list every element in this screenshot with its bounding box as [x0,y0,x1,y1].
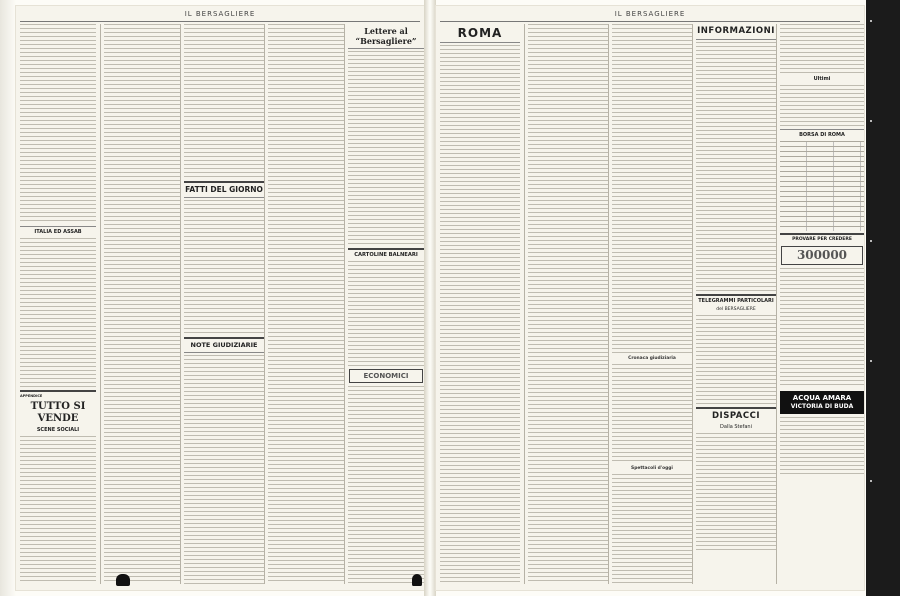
rule [20,390,96,392]
acqua-ad-line-2: VICTORIA DI BUDA [790,403,854,410]
prestito-label: PROVARE PER CREDERE [792,237,852,242]
text-block [20,436,96,584]
rule [184,352,264,353]
right-page [436,6,864,590]
rule [184,337,264,339]
text-block [528,24,608,584]
text-block [440,45,520,584]
text-block [184,355,264,584]
right-col-4 [692,24,776,584]
acqua-ad-line-1: ACQUA AMARA [792,394,852,402]
rule [696,407,776,409]
section-title-informazioni: INFORMAZIONI [697,26,775,36]
rule [780,233,864,235]
text-block [184,200,264,335]
telegrammi-subtitle: del BERSAGLIERE [716,307,756,312]
feuilleton-subtitle: SCENE SOCIALI [36,427,80,433]
text-block [612,364,692,464]
scan-mark [870,480,872,482]
section-title-dispacci: DISPACCI [711,411,760,421]
letter-title: Lettere al “Bersagliere” [355,26,417,46]
section-title-telegrammi: TELEGRAMMI PARTICOLARI [698,298,774,304]
text-block [612,474,692,584]
feuilleton-label: APPENDICE [20,394,43,398]
text-block [348,51,424,246]
left-col-4 [264,24,344,584]
rule [780,129,864,130]
rule [348,248,424,250]
scan-left-edge [0,0,16,596]
section-title-cronaca-giudiziaria: Cronaca giudiziaria [628,356,676,361]
right-col-1 [440,24,520,584]
left-col-2 [100,24,180,584]
text-block [696,315,776,405]
rule [20,226,96,227]
text-block [696,42,776,292]
text-block [780,85,864,127]
text-block [780,417,864,477]
scan-mark [870,120,872,122]
left-running-head: IL BERSAGLIERE [184,10,256,18]
ink-blot [412,574,422,586]
borsa-table [780,141,864,231]
left-col-1 [20,24,96,584]
section-title-ultimi: Ultimi [813,76,831,82]
left-page [16,6,424,590]
text-block [20,238,96,388]
text-block [268,24,344,584]
right-col-2 [524,24,608,584]
section-title-italia-assab: ITALIA ED ASSAB [34,229,82,235]
scan-mark [870,20,872,22]
rule [184,181,264,183]
text-block [104,24,180,584]
right-running-head: IL BERSAGLIERE [614,10,686,18]
rule [696,39,776,40]
rule [440,42,520,43]
left-col-5 [344,24,424,584]
text-block [184,24,264,179]
scan-mark [870,360,872,362]
text-block [612,24,692,354]
acqua-amara-ad [780,391,864,414]
page-gutter [424,0,436,596]
left-col-3 [180,24,264,584]
scan-mark [870,240,872,242]
right-col-3 [608,24,692,584]
section-title-roma: ROMA [457,26,503,40]
section-title-borsa: BORSA DI ROMA [799,132,845,138]
section-title-note-giudiziarie: NOTE GIUDIZIARIE [190,341,258,349]
section-title-spettacoli: Spettacoli d'oggi [631,466,673,471]
rule [184,197,264,198]
ink-blot [116,574,130,586]
scan-right-edge [866,0,900,596]
section-title-cartoline-balneari: CARTOLINE BALNEARI [354,252,418,258]
text-block [696,433,776,553]
dispacci-subtitle: Dalla Stefani [720,424,752,430]
right-col-5 [776,24,864,584]
text-block [348,386,424,584]
left-running-rule [20,21,420,22]
rule [348,48,424,49]
section-title-fatti-del-giorno: FATTI DEL GIORNO [185,185,263,194]
prize-amount-box: 300000 [781,246,863,265]
rule [696,294,776,296]
text-block [780,24,864,74]
text-block [20,24,96,224]
right-running-rule [440,21,860,22]
text-block [348,261,424,366]
text-block [780,268,864,388]
economici-box: ECONOMICI [349,369,423,383]
feuilleton-title: TUTTO SI VENDE [30,401,86,424]
